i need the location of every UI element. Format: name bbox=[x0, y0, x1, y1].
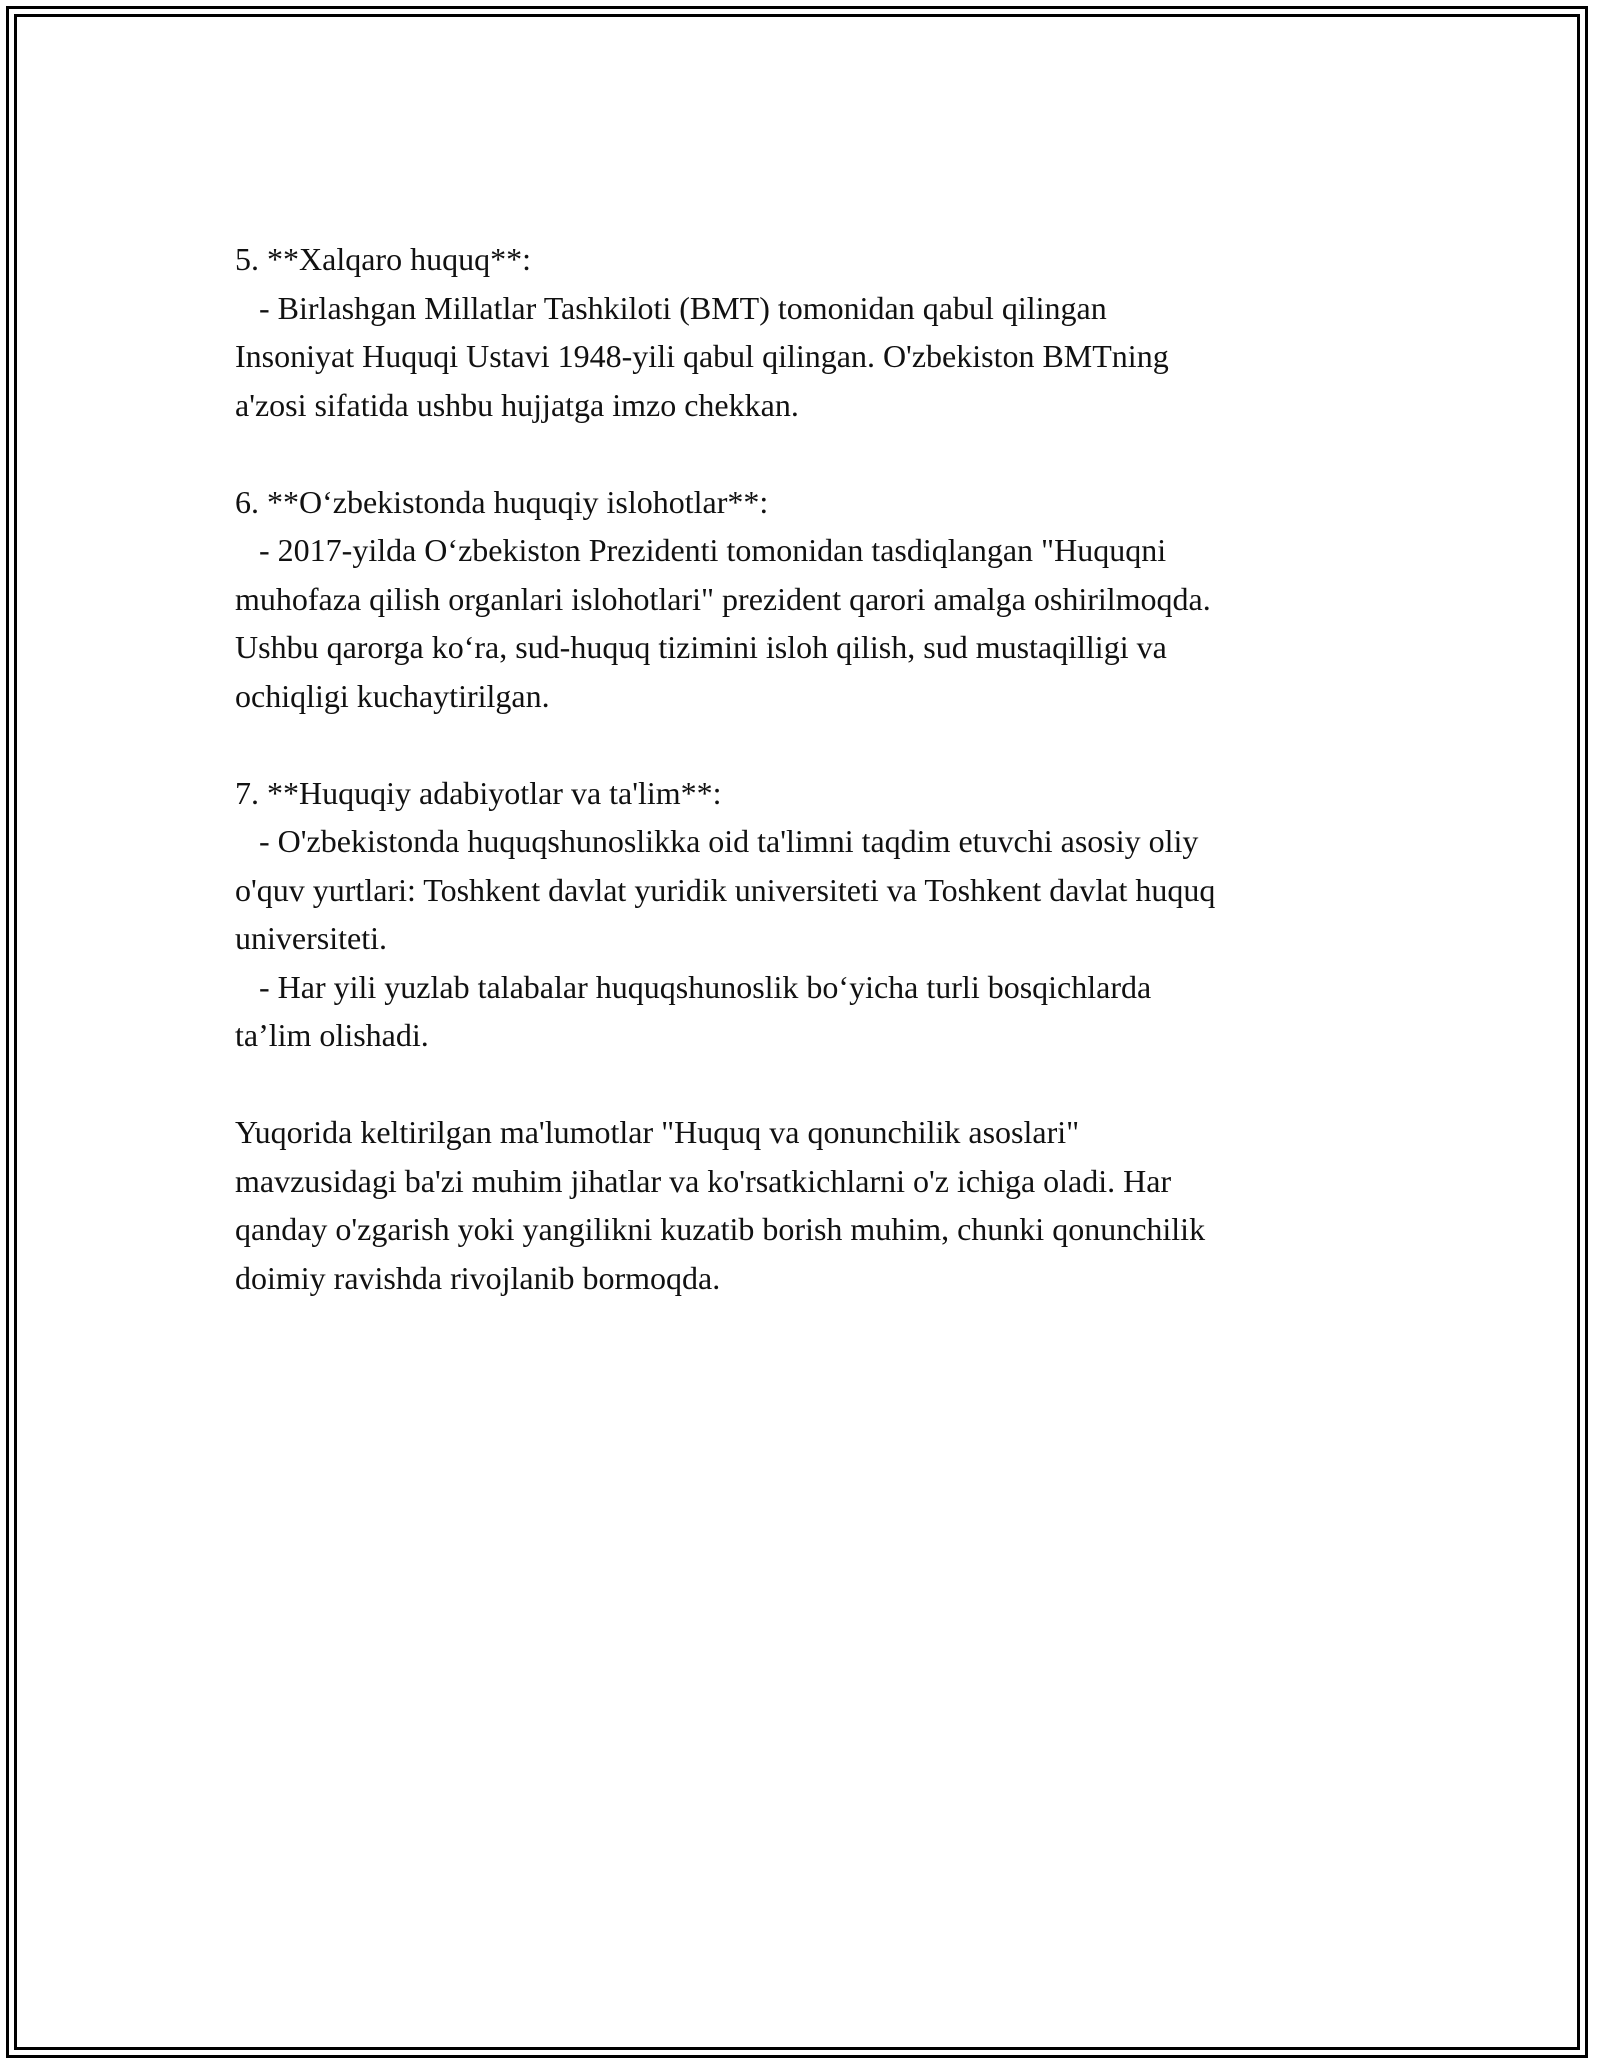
paragraph-line: ta’lim olishadi. bbox=[235, 1017, 429, 1053]
paragraph-line: o'quv yurtlari: Toshkent davlat yuridik universiteti va Toshkent davlat huquq bbox=[235, 871, 1216, 908]
paragraph-line: doimiy ravishda rivojlanib bormoqda. bbox=[235, 1259, 721, 1296]
section-heading: 7. **Huquqiy adabiyotlar va ta'lim**: bbox=[235, 774, 722, 811]
paragraph-gap bbox=[235, 1060, 1415, 1109]
paragraph-line: Insoniyat Huquqi Ustavi 1948-yili qabul qilingan. O'zbekiston BMTning bbox=[235, 338, 1169, 374]
paragraph-line: - 2017-yilda O‘zbekiston Prezidenti tomonidan tasdiqlangan "Huquqni bbox=[235, 532, 1167, 568]
paragraph-line: Ushbu qarorga ko‘ra, sud-huquq tizimini isloh qilish, sud mustaqilligi va bbox=[235, 629, 1167, 665]
section-international-law bbox=[235, 235, 1415, 429]
paragraph-gap bbox=[235, 720, 1415, 769]
paragraph-line: mavzusidagi ba'zi muhim jihatlar va ko'rsatkichlarni o'z ichiga oladi. Har bbox=[235, 1162, 1172, 1199]
paragraph-line: - O'zbekistonda huquqshunoslikka oid ta'limni taqdim etuvchi asosiy oliy bbox=[235, 823, 1199, 859]
paragraph-line: - Birlashgan Millatlar Tashkiloti (BMT) tomonidan qabul qilingan bbox=[235, 289, 1107, 326]
paragraph-line: Yuqorida keltirilgan ma'lumotlar "Huquq va qonunchilik asoslari" bbox=[235, 1114, 1080, 1150]
section-legal-reforms bbox=[235, 478, 1415, 721]
paragraph-line: universiteti. bbox=[235, 920, 387, 956]
paragraph-gap bbox=[235, 429, 1415, 478]
document-body bbox=[235, 235, 1415, 1302]
section-legal-education bbox=[235, 769, 1415, 1060]
paragraph-line: ochiqligi kuchaytirilgan. bbox=[235, 677, 550, 714]
conclusion-paragraph bbox=[235, 1108, 1415, 1302]
paragraph-line: a'zosi sifatida ushbu hujjatga imzo chekkan. bbox=[235, 386, 799, 423]
paragraph-line: qanday o'zgarish yoki yangilikni kuzatib borish muhim, chunki qonunchilik bbox=[235, 1211, 1206, 1247]
section-heading: 5. **Xalqaro huquq**: bbox=[235, 241, 531, 277]
paragraph-line: muhofaza qilish organlari islohotlari" prezident qarori amalga oshirilmoqda. bbox=[235, 580, 1211, 617]
section-heading: 6. **O‘zbekistonda huquqiy islohotlar**: bbox=[235, 483, 769, 520]
paragraph-line: - Har yili yuzlab talabalar huquqshunoslik bo‘yicha turli bosqichlarda bbox=[235, 968, 1152, 1005]
